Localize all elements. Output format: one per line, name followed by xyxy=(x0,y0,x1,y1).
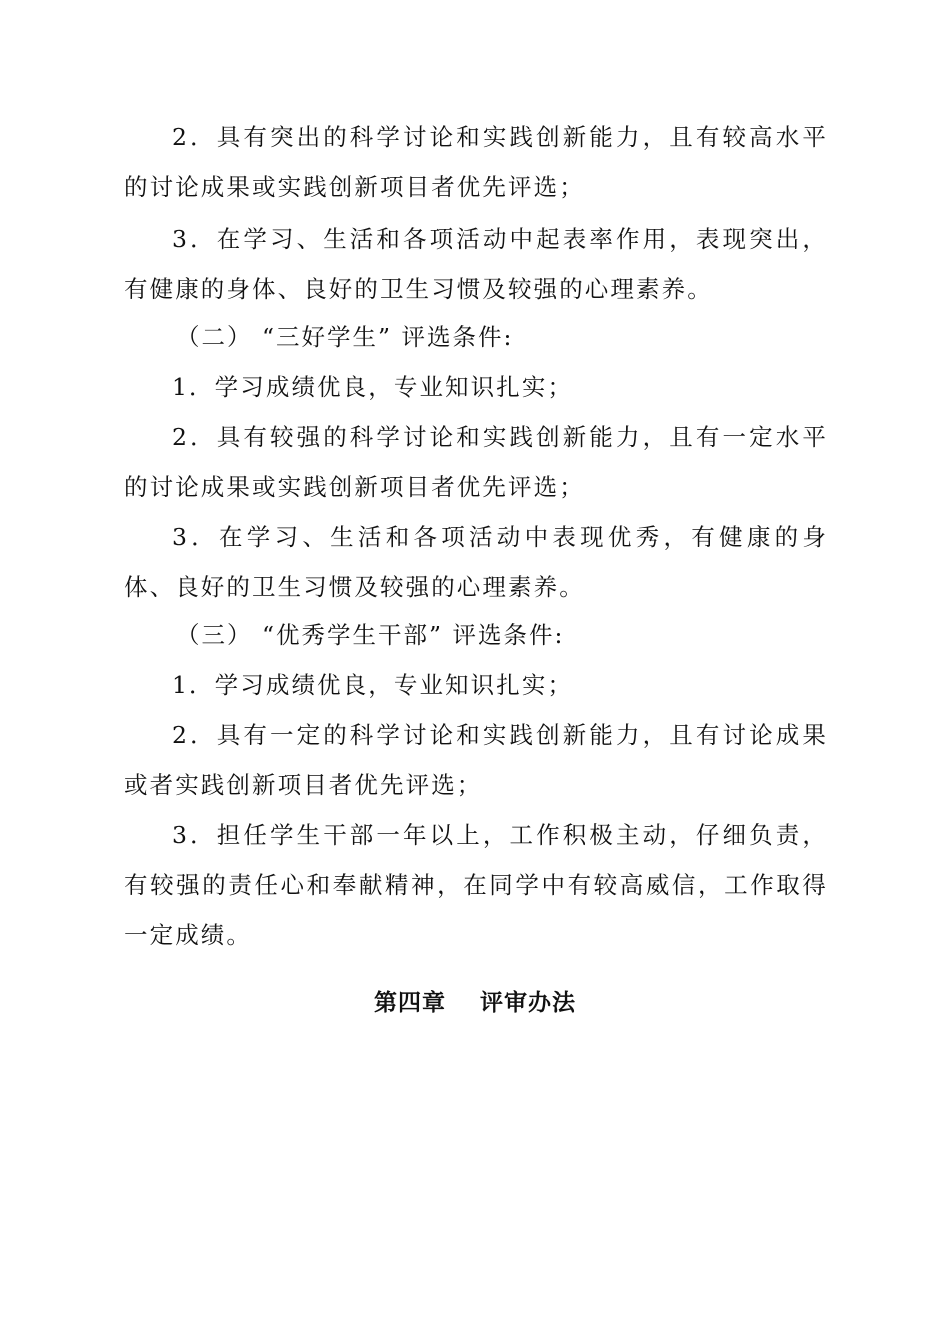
paragraph: 2．具有较强的科学讨论和实践创新能力，且有一定水平的讨论成果或实践创新项目者优先评选； xyxy=(124,423,828,501)
chapter-title: 评审办法 xyxy=(480,990,576,1016)
paragraph: 2．具有一定的科学讨论和实践创新能力，且有讨论成果或者实践创新项目者优先评选； xyxy=(124,721,828,799)
paragraph: 1．学习成绩优良，专业知识扎实； xyxy=(172,671,574,699)
chapter-heading xyxy=(0,984,950,1017)
section-heading: （三） “优秀学生干部” 评选条件: xyxy=(176,621,565,649)
section-heading: （二） “三好学生” 评选条件: xyxy=(176,323,514,351)
paragraph: 3．担任学生干部一年以上，工作积极主动，仔细负责，有较强的责任心和奉献精神，在同学中有较高威信，工作取得一定成绩。 xyxy=(124,821,828,949)
paragraph: 2．具有突出的科学讨论和实践创新能力，且有较高水平的讨论成果或实践创新项目者优先评选； xyxy=(124,123,828,201)
paragraph: 3．在学习、生活和各项活动中起表率作用，表现突出，有健康的身体、良好的卫生习惯及较强的心理素养。 xyxy=(124,225,828,303)
paragraph: 3．在学习、生活和各项活动中表现优秀，有健康的身体、良好的卫生习惯及较强的心理素养。 xyxy=(124,523,828,601)
paragraph: 1．学习成绩优良，专业知识扎实； xyxy=(172,373,574,401)
chapter-number: 第四章 xyxy=(374,990,446,1016)
